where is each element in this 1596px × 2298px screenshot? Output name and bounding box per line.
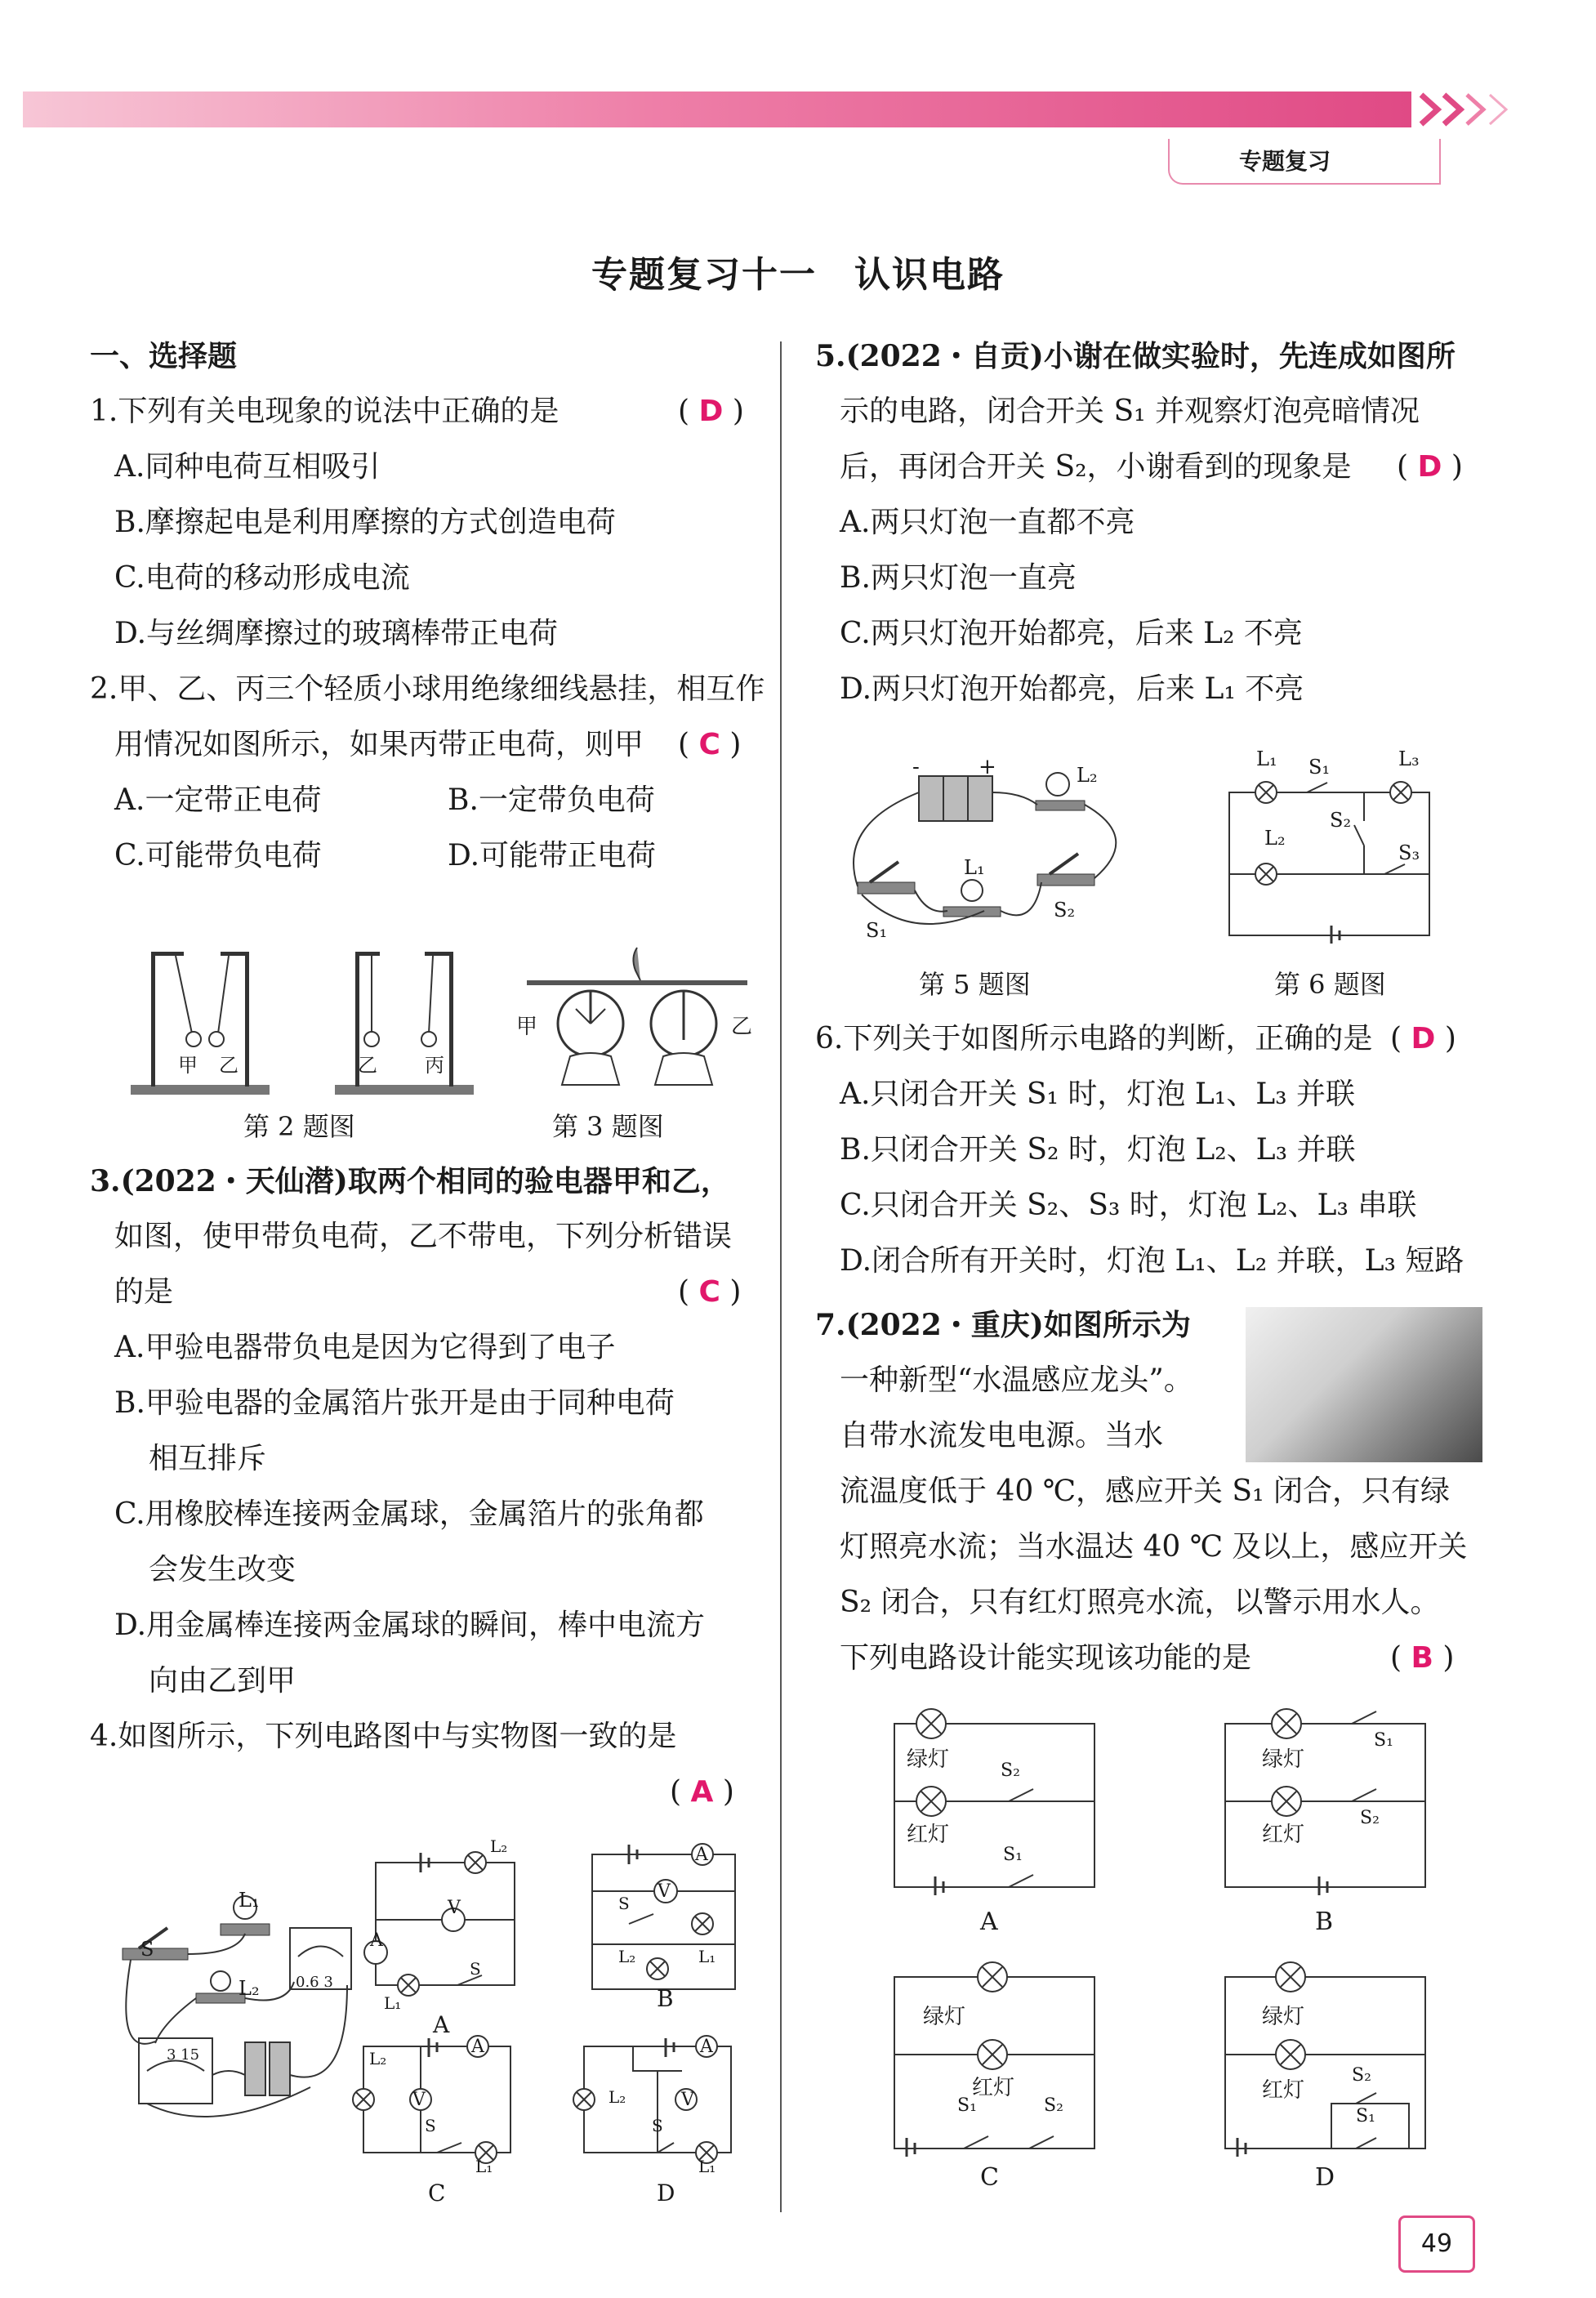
q3-caption: 第 3 题图 <box>552 1111 664 1142</box>
q5-option-b: B.两只灯泡一直亮 <box>840 561 1077 595</box>
q4-circuit-b <box>580 1838 743 2001</box>
section-heading: 一、选择题 <box>90 339 238 373</box>
q4-choice-c: C <box>428 2180 446 2207</box>
q6-caption: 第 6 题图 <box>1274 969 1386 1000</box>
page-number: 49 <box>1398 2215 1475 2273</box>
q4-a-l2-label: L₂ <box>490 1836 508 1856</box>
q1-option-a: A.同种电荷互相吸引 <box>114 450 381 484</box>
q4-b-l1-label: L₁ <box>698 1947 716 1966</box>
q4-d-l2-label: L₂ <box>609 2087 626 2107</box>
q4-c-s-label: S <box>425 2116 436 2135</box>
q7-d-s2-label: S₂ <box>1352 2065 1371 2086</box>
q7-choice-c: C <box>980 2163 999 2192</box>
ball-yi-2 <box>364 1032 379 1046</box>
q7-a-green-label: 绿灯 <box>907 1747 950 1772</box>
q7-b-green-label: 绿灯 <box>1262 1747 1305 1772</box>
q7-b-s1-label: S₁ <box>1374 1730 1393 1751</box>
q4-apparatus-s-label: S <box>140 1938 154 1961</box>
q7-choice-a: A <box>980 1908 998 1936</box>
q3-option-d-cont: 向由乙到甲 <box>149 1664 296 1698</box>
q5-option-a: A.两只灯泡一直都不亮 <box>840 506 1135 539</box>
chevron-decoration-icon <box>1413 88 1527 134</box>
q3-stem-2: 如图，使甲带负电荷，乙不带电，下列分析错误 <box>114 1220 733 1253</box>
header-tag: 专题复习 <box>1168 139 1441 185</box>
ball-bing <box>421 1032 436 1046</box>
q3-option-d: D.用金属棒连接两金属球的瞬间，棒中电流方 <box>114 1609 706 1642</box>
q7-stem-7: 下列电路设计能实现该功能的是 <box>840 1641 1252 1675</box>
q3-option-b-cont: 相互排斥 <box>149 1442 267 1475</box>
q4-d-s-label: S <box>652 2116 663 2135</box>
q6-l3-label: L₃ <box>1398 747 1420 770</box>
q6-s1-label: S₁ <box>1308 756 1331 779</box>
q4-apparatus-figure <box>114 1879 359 2124</box>
q7-circuit-a <box>882 1703 1103 1895</box>
q2-option-b: B.一定带负电荷 <box>448 783 655 817</box>
q7-choice-b: B <box>1315 1908 1334 1936</box>
q6-answer: ( D ) <box>1390 1022 1456 1055</box>
q5-caption: 第 5 题图 <box>919 969 1031 1000</box>
q4-c-l1-label: L₁ <box>475 2157 493 2176</box>
q6-l1-label: L₁ <box>1256 747 1277 770</box>
q5-minus-label: - <box>912 755 920 779</box>
q4-c-voltmeter-label: V <box>412 2090 426 2110</box>
q7-d-s1-label: S₁ <box>1356 2106 1375 2126</box>
q4-a-ammeter-label: A <box>370 1930 383 1951</box>
q7-c-green-label: 绿灯 <box>923 2005 966 2029</box>
q7-b-s2-label: S₂ <box>1360 1808 1380 1828</box>
q7-d-green-label: 绿灯 <box>1262 2005 1305 2029</box>
q7-c-s2-label: S₂ <box>1044 2095 1063 2116</box>
q7-c-red-label: 红灯 <box>972 2076 1015 2100</box>
q5-s1-label: S₁ <box>866 919 888 942</box>
q4-voltmeter-scale: 3 15 <box>167 2046 200 2064</box>
q5-answer: ( D ) <box>1397 450 1463 484</box>
bulb-l2 <box>211 1971 230 1991</box>
faucet-photo <box>1246 1307 1482 1462</box>
q5-l2-label: L₂ <box>1077 764 1098 787</box>
q4-c-l2-label: L₂ <box>369 2049 387 2068</box>
q7-c-s1-label: S₁ <box>957 2095 977 2116</box>
q7-stem-2: 一种新型“水温感应龙头”。 <box>840 1363 1193 1397</box>
q4-c-ammeter-label: A <box>471 2037 484 2057</box>
q3-option-c-cont: 会发生改变 <box>149 1553 296 1586</box>
q7-a-s1-label: S₁ <box>1003 1845 1023 1865</box>
q6-l2-label: L₂ <box>1264 827 1286 850</box>
q7-stem-3: 自带水流发电电源。当水 <box>840 1419 1164 1452</box>
q3-option-b: B.甲验电器的金属箔片张开是由于同种电荷 <box>114 1386 675 1420</box>
q2-stem-2: 用情况如图所示，如果丙带正电荷，则甲 <box>114 728 644 761</box>
q4-choice-d: D <box>657 2180 675 2207</box>
column-divider <box>780 341 782 2212</box>
ball-jia <box>186 1032 201 1046</box>
q7-stem-1: 7.(2022・重庆)如图所示为 <box>815 1308 1191 1342</box>
q1-answer: ( D ) <box>678 395 744 428</box>
q7-a-red-label: 红灯 <box>907 1823 950 1847</box>
q7-stem-6: S₂ 闭合，只有红灯照亮水流，以警示用水人。 <box>840 1586 1440 1619</box>
q4-b-s-label: S <box>618 1894 630 1913</box>
q4-circuit-a <box>359 1846 523 2001</box>
q5-s2-label: S₂ <box>1054 899 1076 921</box>
q4-a-voltmeter-label: V <box>448 1898 461 1918</box>
q6-option-d: D.闭合所有开关时，灯泡 L₁、L₂ 并联，L₃ 短路 <box>840 1244 1464 1278</box>
ball-yi <box>209 1032 224 1046</box>
q3-answer: ( C ) <box>678 1275 742 1309</box>
q6-option-b: B.只闭合开关 S₂ 时，灯泡 L₂、L₃ 并联 <box>840 1133 1356 1167</box>
q1-option-d: D.与丝绸摩擦过的玻璃棒带正电荷 <box>114 617 559 650</box>
q4-b-l2-label: L₂ <box>618 1947 636 1966</box>
q6-option-c: C.只闭合开关 S₂、S₃ 时，灯泡 L₂、L₃ 串联 <box>840 1189 1417 1222</box>
q4-b-voltmeter-label: V <box>658 1881 671 1902</box>
q4-stem: 4.如图所示，下列电路图中与实物图一致的是 <box>90 1720 677 1753</box>
q6-s2-label: S₂ <box>1330 809 1352 832</box>
q7-stem-5: 灯照亮水流；当水温达 40 ℃ 及以上，感应开关 <box>840 1530 1468 1564</box>
page-title: 专题复习十一 认识电路 <box>591 254 1005 296</box>
q3-option-c: C.用橡胶棒连接两金属球，金属箔片的张角都 <box>114 1497 704 1531</box>
q5-stem-2: 示的电路，闭合开关 S₁ 并观察灯泡亮暗情况 <box>840 395 1420 428</box>
label-bing: 丙 <box>425 1054 444 1077</box>
q5-l1-label: L₁ <box>964 856 985 879</box>
q3-option-a: A.甲验电器带负电是因为它得到了电子 <box>114 1331 616 1364</box>
label-yi-2: 乙 <box>358 1054 377 1077</box>
q2-stem-1: 2.甲、乙、丙三个轻质小球用绝缘细线悬挂，相互作 <box>90 672 765 706</box>
q7-choice-d: D <box>1315 2163 1335 2192</box>
q2-option-c: C.可能带负电荷 <box>114 839 322 872</box>
q7-circuit-c <box>882 1961 1103 2157</box>
q5-stem-1: 5.(2022・自贡)小谢在做实验时，先连成如图所 <box>815 339 1456 373</box>
q7-circuit-d <box>1213 1961 1433 2157</box>
header-band <box>23 91 1411 127</box>
q4-b-ammeter-label: A <box>695 1845 708 1865</box>
q4-choice-b: B <box>657 1985 674 2012</box>
label-electroscope-yi: 乙 <box>731 1015 753 1039</box>
q4-d-voltmeter-label: V <box>681 2090 694 2110</box>
label-electroscope-jia: 甲 <box>516 1015 538 1039</box>
q4-circuit-d <box>572 2034 743 2173</box>
q4-a-s-label: S <box>470 1959 481 1979</box>
q2-caption: 第 2 题图 <box>243 1111 355 1142</box>
bulb-l1 <box>961 880 983 901</box>
q1-stem: 1.下列有关电现象的说法中正确的是 <box>90 395 559 428</box>
q7-d-red-label: 红灯 <box>1262 2078 1305 2103</box>
q5-option-d: D.两只灯泡开始都亮，后来 L₁ 不亮 <box>840 672 1304 706</box>
q4-apparatus-l1-label: L₁ <box>239 1889 260 1912</box>
q4-d-ammeter-label: A <box>700 2037 713 2057</box>
q7-a-s2-label: S₂ <box>1001 1760 1020 1781</box>
q4-d-l1-label: L₁ <box>698 2157 716 2176</box>
q4-answer: ( A ) <box>670 1775 734 1809</box>
q4-choice-a: A <box>433 2011 450 2038</box>
label-yi: 乙 <box>219 1054 239 1077</box>
q1-option-c: C.电荷的移动形成电流 <box>114 561 410 595</box>
q6-stem: 6.下列关于如图所示电路的判断，正确的是 <box>815 1022 1373 1055</box>
q7-circuit-b <box>1213 1703 1433 1895</box>
q7-stem-4: 流温度低于 40 ℃，感应开关 S₁ 闭合，只有绿 <box>840 1475 1450 1508</box>
q2-option-d: D.可能带正电荷 <box>448 839 657 872</box>
q4-ammeter-scale: 0.6 3 <box>296 1974 333 1991</box>
q7-answer: ( B ) <box>1390 1641 1455 1675</box>
q1-option-b: B.摩擦起电是利用摩擦的方式创造电荷 <box>114 506 616 539</box>
q2-option-a: A.一定带正电荷 <box>114 783 322 817</box>
q3-figure <box>523 939 751 1103</box>
q4-a-l1-label: L₁ <box>384 1993 402 2013</box>
label-jia: 甲 <box>178 1054 198 1077</box>
q4-apparatus-l2-label: L₂ <box>239 1977 260 2000</box>
q7-b-red-label: 红灯 <box>1262 1823 1305 1847</box>
q5-option-c: C.两只灯泡开始都亮，后来 L₂ 不亮 <box>840 617 1303 650</box>
q3-stem-1: 3.(2022・天仙潜)取两个相同的验电器甲和乙， <box>90 1164 730 1198</box>
q5-plus-label: + <box>979 755 996 779</box>
q2-answer: ( C ) <box>678 728 742 761</box>
q5-stem-3: 后，再闭合开关 S₂，小谢看到的现象是 <box>840 450 1352 484</box>
q3-stem-3: 的是 <box>114 1275 174 1309</box>
q6-s3-label: S₃ <box>1398 841 1420 864</box>
q6-option-a: A.只闭合开关 S₁ 时，灯泡 L₁、L₃ 并联 <box>840 1078 1355 1111</box>
bulb-l2 <box>1046 773 1069 796</box>
